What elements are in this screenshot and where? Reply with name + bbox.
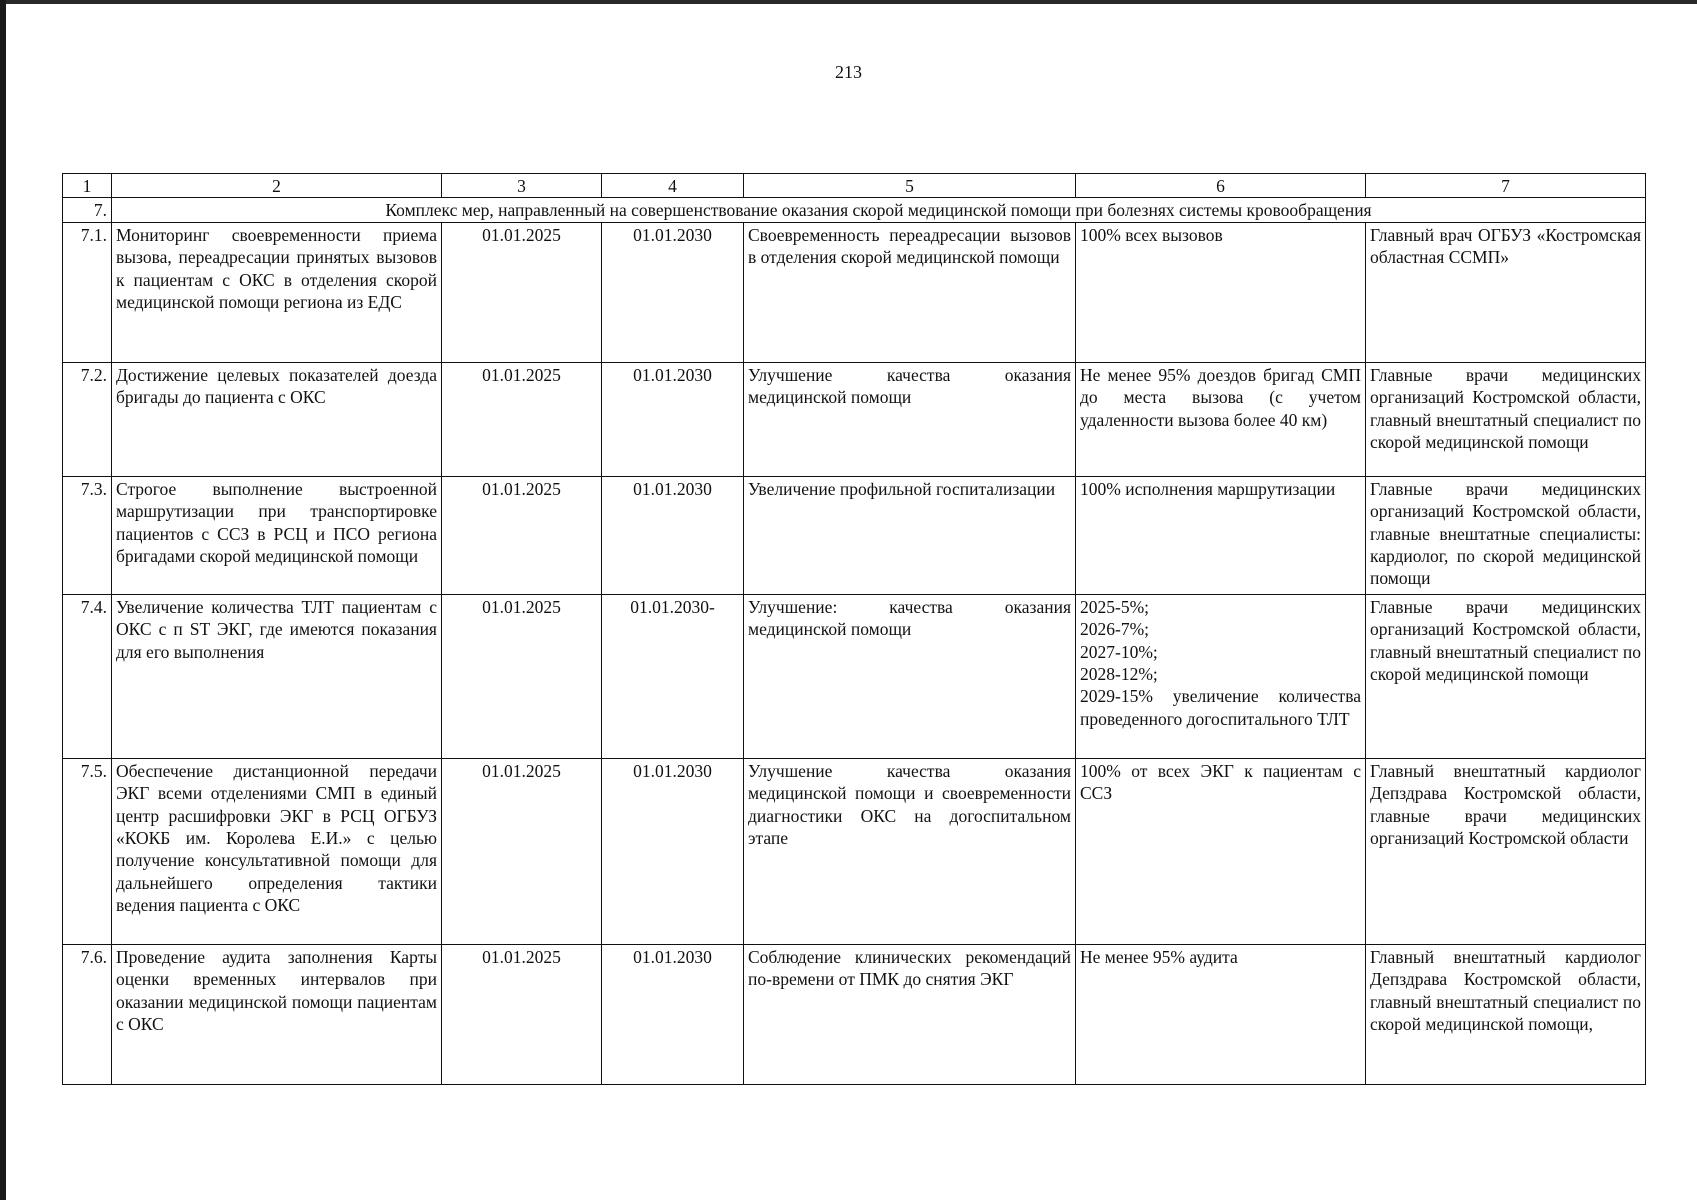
result-cell: Улучшение: качества оказания медицинской помощи <box>744 594 1076 758</box>
measure-cell: Увеличение количества ТЛТ пациентам с ОКС с п ST ЭКГ, где имеются показания для его выполнения <box>112 594 442 758</box>
page-number: 213 <box>835 62 862 82</box>
end-date-cell: 01.01.2030 <box>602 758 744 944</box>
table-row <box>63 758 1646 944</box>
section-title: Комплекс мер, направленный на совершенствование оказания скорой медицинской помощи при болезнях системы кровообращения <box>112 198 1646 222</box>
table-row <box>63 476 1646 594</box>
responsible-cell: Главные врачи медицинских организаций Костромской области, главный внештатный специалист по скорой медицинской помощи <box>1366 594 1646 758</box>
start-date-cell: 01.01.2025 <box>442 222 602 362</box>
header-col-5: 5 <box>744 174 1076 198</box>
scan-edge-top <box>0 0 1697 4</box>
row-number: 7.6. <box>63 944 112 1084</box>
responsible-cell: Главные врачи медицинских организаций Костромской области, главный внештатный специалист по скорой медицинской помощи <box>1366 362 1646 476</box>
end-date-cell: 01.01.2030- <box>602 594 744 758</box>
measure-cell: Проведение аудита заполнения Карты оценки временных интервалов при оказании медицинской помощи пациентам с ОКС <box>112 944 442 1084</box>
start-date-cell: 01.01.2025 <box>442 476 602 594</box>
row-number: 7.3. <box>63 476 112 594</box>
header-col-7: 7 <box>1366 174 1646 198</box>
indicator-cell <box>1076 758 1366 944</box>
table-row <box>63 362 1646 476</box>
indicator-line: 2028-12%; <box>1080 663 1158 684</box>
table-row <box>63 594 1646 758</box>
row-number: 7.2. <box>63 362 112 476</box>
section-number: 7. <box>63 198 112 222</box>
result-cell: Улучшение качества оказания медицинской помощи и своевременности диагностики ОКС на догоспитальном этапе <box>744 758 1076 944</box>
end-date-cell: 01.01.2030 <box>602 944 744 1084</box>
indicator-cell <box>1076 944 1366 1084</box>
start-date-cell: 01.01.2025 <box>442 594 602 758</box>
responsible-cell: Главный врач ОГБУЗ «Костромская областная ССМП» <box>1366 222 1646 362</box>
row-number: 7.4. <box>63 594 112 758</box>
header-col-2: 2 <box>112 174 442 198</box>
table-row <box>63 944 1646 1084</box>
end-date-cell: 01.01.2030 <box>602 476 744 594</box>
result-cell: Своевременность переадресации вызовов в отделения скорой медицинской помощи <box>744 222 1076 362</box>
indicator-line: 2027-10%; <box>1080 641 1158 662</box>
scan-edge-left <box>0 0 6 1200</box>
row-number: 7.5. <box>63 758 112 944</box>
indicator-line: 2029-15% увеличение количества проведенного догоспитального ТЛТ <box>1080 686 1361 729</box>
indicator-line: 2025-5%; <box>1080 596 1150 617</box>
responsible-cell: Главный внештатный кардиолог Депздрава Костромской области, главные врачи медицинских организаций Костромской области <box>1366 758 1646 944</box>
start-date-cell: 01.01.2025 <box>442 362 602 476</box>
indicator-cell <box>1076 594 1366 758</box>
header-col-3: 3 <box>442 174 602 198</box>
measure-cell: Мониторинг своевременности приема вызова, переадресации принятых вызовов к пациентам с ОКС в отделения скорой медицинской помощи региона из ЕДС <box>112 222 442 362</box>
measure-cell: Достижение целевых показателей доезда бригады до пациента с ОКС <box>112 362 442 476</box>
result-cell: Соблюдение клинических рекомендаций по-времени от ПМК до снятия ЭКГ <box>744 944 1076 1084</box>
indicator-line: Не менее 95% аудита <box>1080 946 1238 967</box>
indicator-cell <box>1076 222 1366 362</box>
measures-table <box>62 173 1646 1085</box>
indicator-line: 100% исполнения маршрутизации <box>1080 478 1336 499</box>
indicator-cell <box>1076 476 1366 594</box>
header-col-6: 6 <box>1076 174 1366 198</box>
table-row <box>63 222 1646 362</box>
indicator-cell <box>1076 362 1366 476</box>
start-date-cell: 01.01.2025 <box>442 944 602 1084</box>
section-row <box>63 198 1646 222</box>
header-col-1: 1 <box>63 174 112 198</box>
indicator-line: Не менее 95% доездов бригад СМП до места вызова (с учетом удаленности вызова более 40 км) <box>1080 364 1361 430</box>
row-number: 7.1. <box>63 222 112 362</box>
table-header-row <box>63 174 1646 198</box>
indicator-line: 100% от всех ЭКГ к пациентам с ССЗ <box>1080 760 1361 804</box>
indicator-line: 100% всех вызовов <box>1080 224 1223 245</box>
responsible-cell: Главные врачи медицинских организаций Костромской области, главные внештатные специалисты: кардиолог, по скорой медицинской помощи <box>1366 476 1646 594</box>
end-date-cell: 01.01.2030 <box>602 222 744 362</box>
responsible-cell: Главный внештатный кардиолог Депздрава Костромской области, главный внештатный специалист по скорой медицинской помощи, <box>1366 944 1646 1084</box>
start-date-cell: 01.01.2025 <box>442 758 602 944</box>
measure-cell: Строгое выполнение выстроенной маршрутизации при транспортировке пациентов с ССЗ в РСЦ и ПСО региона бригадами скорой медицинской помощи <box>112 476 442 594</box>
indicator-line: 2026-7%; <box>1080 619 1150 640</box>
result-cell: Увеличение профильной госпитализации <box>744 476 1076 594</box>
header-col-4: 4 <box>602 174 744 198</box>
result-cell: Улучшение качества оказания медицинской помощи <box>744 362 1076 476</box>
measure-cell: Обеспечение дистанционной передачи ЭКГ всеми отделениями СМП в единый центр расшифровки ЭКГ в РСЦ ОГБУЗ «КОКБ им. Королева Е.И.» с целью получение консультативной помощи для дальнейшего определения тактики ведения пациента с ОКС <box>112 758 442 944</box>
end-date-cell: 01.01.2030 <box>602 362 744 476</box>
